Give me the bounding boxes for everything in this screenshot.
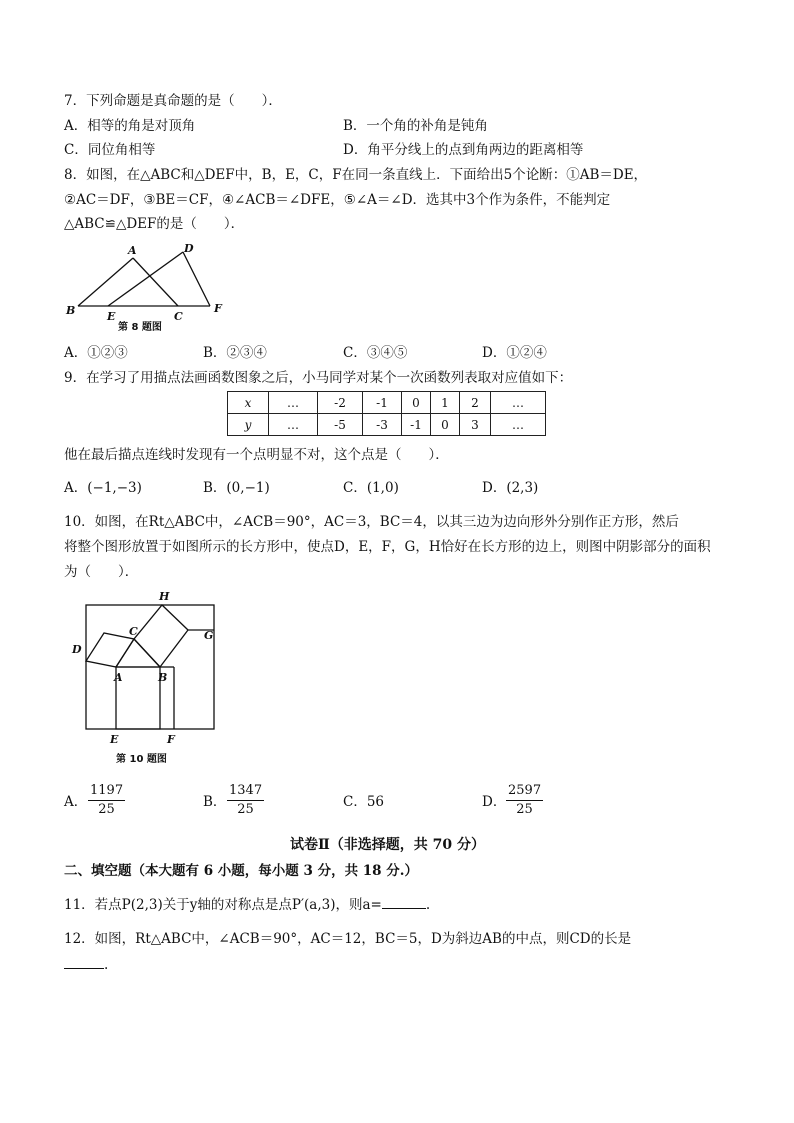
q11-period: . [425, 897, 431, 913]
q10-option-d-denominator: 25 [516, 802, 533, 817]
table-cell: -1 [402, 414, 431, 436]
q7-option-b: B．一个角的补角是钝角 [343, 118, 488, 134]
table-cell: 2 [460, 392, 491, 414]
q9-stem: 9．在学习了用描点法画函数图象之后，小马同学对某个一次函数列表取对应值如下： [64, 370, 573, 386]
q9-option-d: D．(2,3) [482, 480, 539, 496]
table-cell: 0 [431, 414, 460, 436]
table-cell: … [269, 392, 318, 414]
q12-stem-line1: 12．如图，Rt△ABC中，∠ACB＝90°，AC＝12，BC＝5，D为斜边AB的中点，则CD的长是 [64, 931, 632, 947]
q10-option-c: C．56 [343, 794, 385, 810]
table-cell: 0 [402, 392, 431, 414]
q7-stem: 7．下列命题是真命题的是（ ）． [64, 93, 282, 109]
q8-stem-line1: 8．如图，在△ABC和△DEF中，B，E，C，F在同一条直线上．下面给出5个论断：①AB＝DE， [64, 167, 648, 183]
q10-option-d-prefix: D． [482, 794, 507, 810]
q8-label-d: D [184, 242, 194, 255]
q11-line [64, 894, 430, 915]
q10-option-a-numerator: 1197 [88, 782, 125, 801]
table-cell: … [269, 414, 318, 436]
table-cell: x [228, 392, 269, 414]
q10-label-h: H [159, 590, 170, 603]
q10-label-g: G [204, 629, 214, 642]
fill-in-section-heading: 二、填空题（本大题有 6 小题，每小题 3 分，共 18 分.） [64, 863, 418, 879]
q8-label-f: F [214, 302, 222, 315]
q9-value-table [227, 391, 546, 436]
q10-option-b-fraction [227, 782, 264, 819]
q10-option-a-prefix: A． [64, 794, 88, 810]
paper-section-title: 试卷Ⅱ（非选择题，共 70 分） [290, 837, 486, 853]
q12-line2 [64, 954, 108, 975]
q7-option-a: A．相等的角是对顶角 [64, 118, 196, 134]
q10-square-ab [116, 667, 160, 729]
q8-option-b: B．②③④ [203, 345, 267, 361]
q8-option-a: A．①②③ [64, 345, 128, 361]
q10-option-d-fraction [506, 782, 543, 819]
table-cell: -3 [363, 414, 402, 436]
q9-option-b: B．(0,−1) [203, 480, 270, 496]
q8-figure-caption: 第 8 题图 [118, 322, 162, 333]
q10-option-b-denominator: 25 [237, 802, 254, 817]
q8-option-d: D．①②④ [482, 345, 547, 361]
q10-stem-line1: 10．如图，在Rt△ABC中，∠ACB＝90°，AC＝3，BC＝4，以其三边为边向形外分别作正方形，然后 [64, 514, 679, 530]
q8-figure [60, 240, 230, 340]
q10-stem-line2: 将整个图形放置于如图所示的长方形中，使点D，E，F，G，H恰好在长方形的边上，则图中阴影部分的面积 [64, 539, 711, 555]
q12-period: . [104, 957, 109, 973]
table-cell: 1 [431, 392, 460, 414]
q11-text: 11．若点P(2,3)关于y轴的对称点是点P′(a,3)，则a= [64, 897, 382, 913]
q8-segment-ed [108, 252, 183, 306]
q10-option-d-numerator: 2597 [506, 782, 543, 801]
table-row [228, 414, 546, 436]
table-cell: -2 [318, 392, 363, 414]
q8-stem-line3: △ABC≌△DEF的是（ ）． [64, 216, 245, 232]
q8-label-a: A [128, 244, 137, 257]
q7-option-d: D．角平分线上的点到角两边的距离相等 [343, 142, 584, 158]
q10-option-a-denominator: 25 [98, 802, 115, 817]
table-cell: 3 [460, 414, 491, 436]
q10-stem-line3: 为（ ）． [64, 564, 139, 580]
q10-label-c: C [129, 625, 138, 638]
q10-label-b: B [158, 671, 168, 684]
q8-stem-line2: ②AC＝DF，③BE＝CF，④∠ACB＝∠DFE，⑤∠A＝∠D．选其中3个作为条件，不能判定 [64, 192, 611, 208]
q10-option-a-fraction [88, 782, 125, 819]
q8-label-e: E [107, 310, 116, 323]
q7-option-c: C．同位角相等 [64, 142, 156, 158]
q8-label-c: C [174, 310, 183, 323]
table-row [228, 392, 546, 414]
q10-figure [64, 585, 224, 770]
q12-answer-blank[interactable] [64, 954, 104, 969]
q9-option-a: A．(−1,−3) [64, 480, 142, 496]
table-cell: … [491, 392, 546, 414]
q11-answer-blank[interactable] [382, 894, 426, 909]
q10-option-b-numerator: 1347 [227, 782, 264, 801]
q8-segment-df [183, 252, 210, 306]
q8-segment-ac [133, 258, 178, 306]
q10-option-b-prefix: B． [203, 794, 227, 810]
table-cell: … [491, 414, 546, 436]
q10-label-a: A [114, 671, 123, 684]
q8-segment-ba [78, 258, 133, 306]
q8-label-b: B [66, 304, 76, 317]
q10-label-e: E [110, 733, 119, 746]
table-cell: y [228, 414, 269, 436]
q10-figure-caption: 第 10 题图 [116, 754, 167, 765]
q9-option-c: C．(1,0) [343, 480, 399, 496]
q10-label-d: D [72, 643, 82, 656]
table-cell: -5 [318, 414, 363, 436]
q10-square-bc [134, 605, 188, 667]
table-cell: -1 [363, 392, 402, 414]
q9-after-text: 他在最后描点连线时发现有一个点明显不对，这个点是（ ）． [64, 447, 449, 463]
q10-label-f: F [167, 733, 175, 746]
q8-option-c: C．③④⑤ [343, 345, 408, 361]
